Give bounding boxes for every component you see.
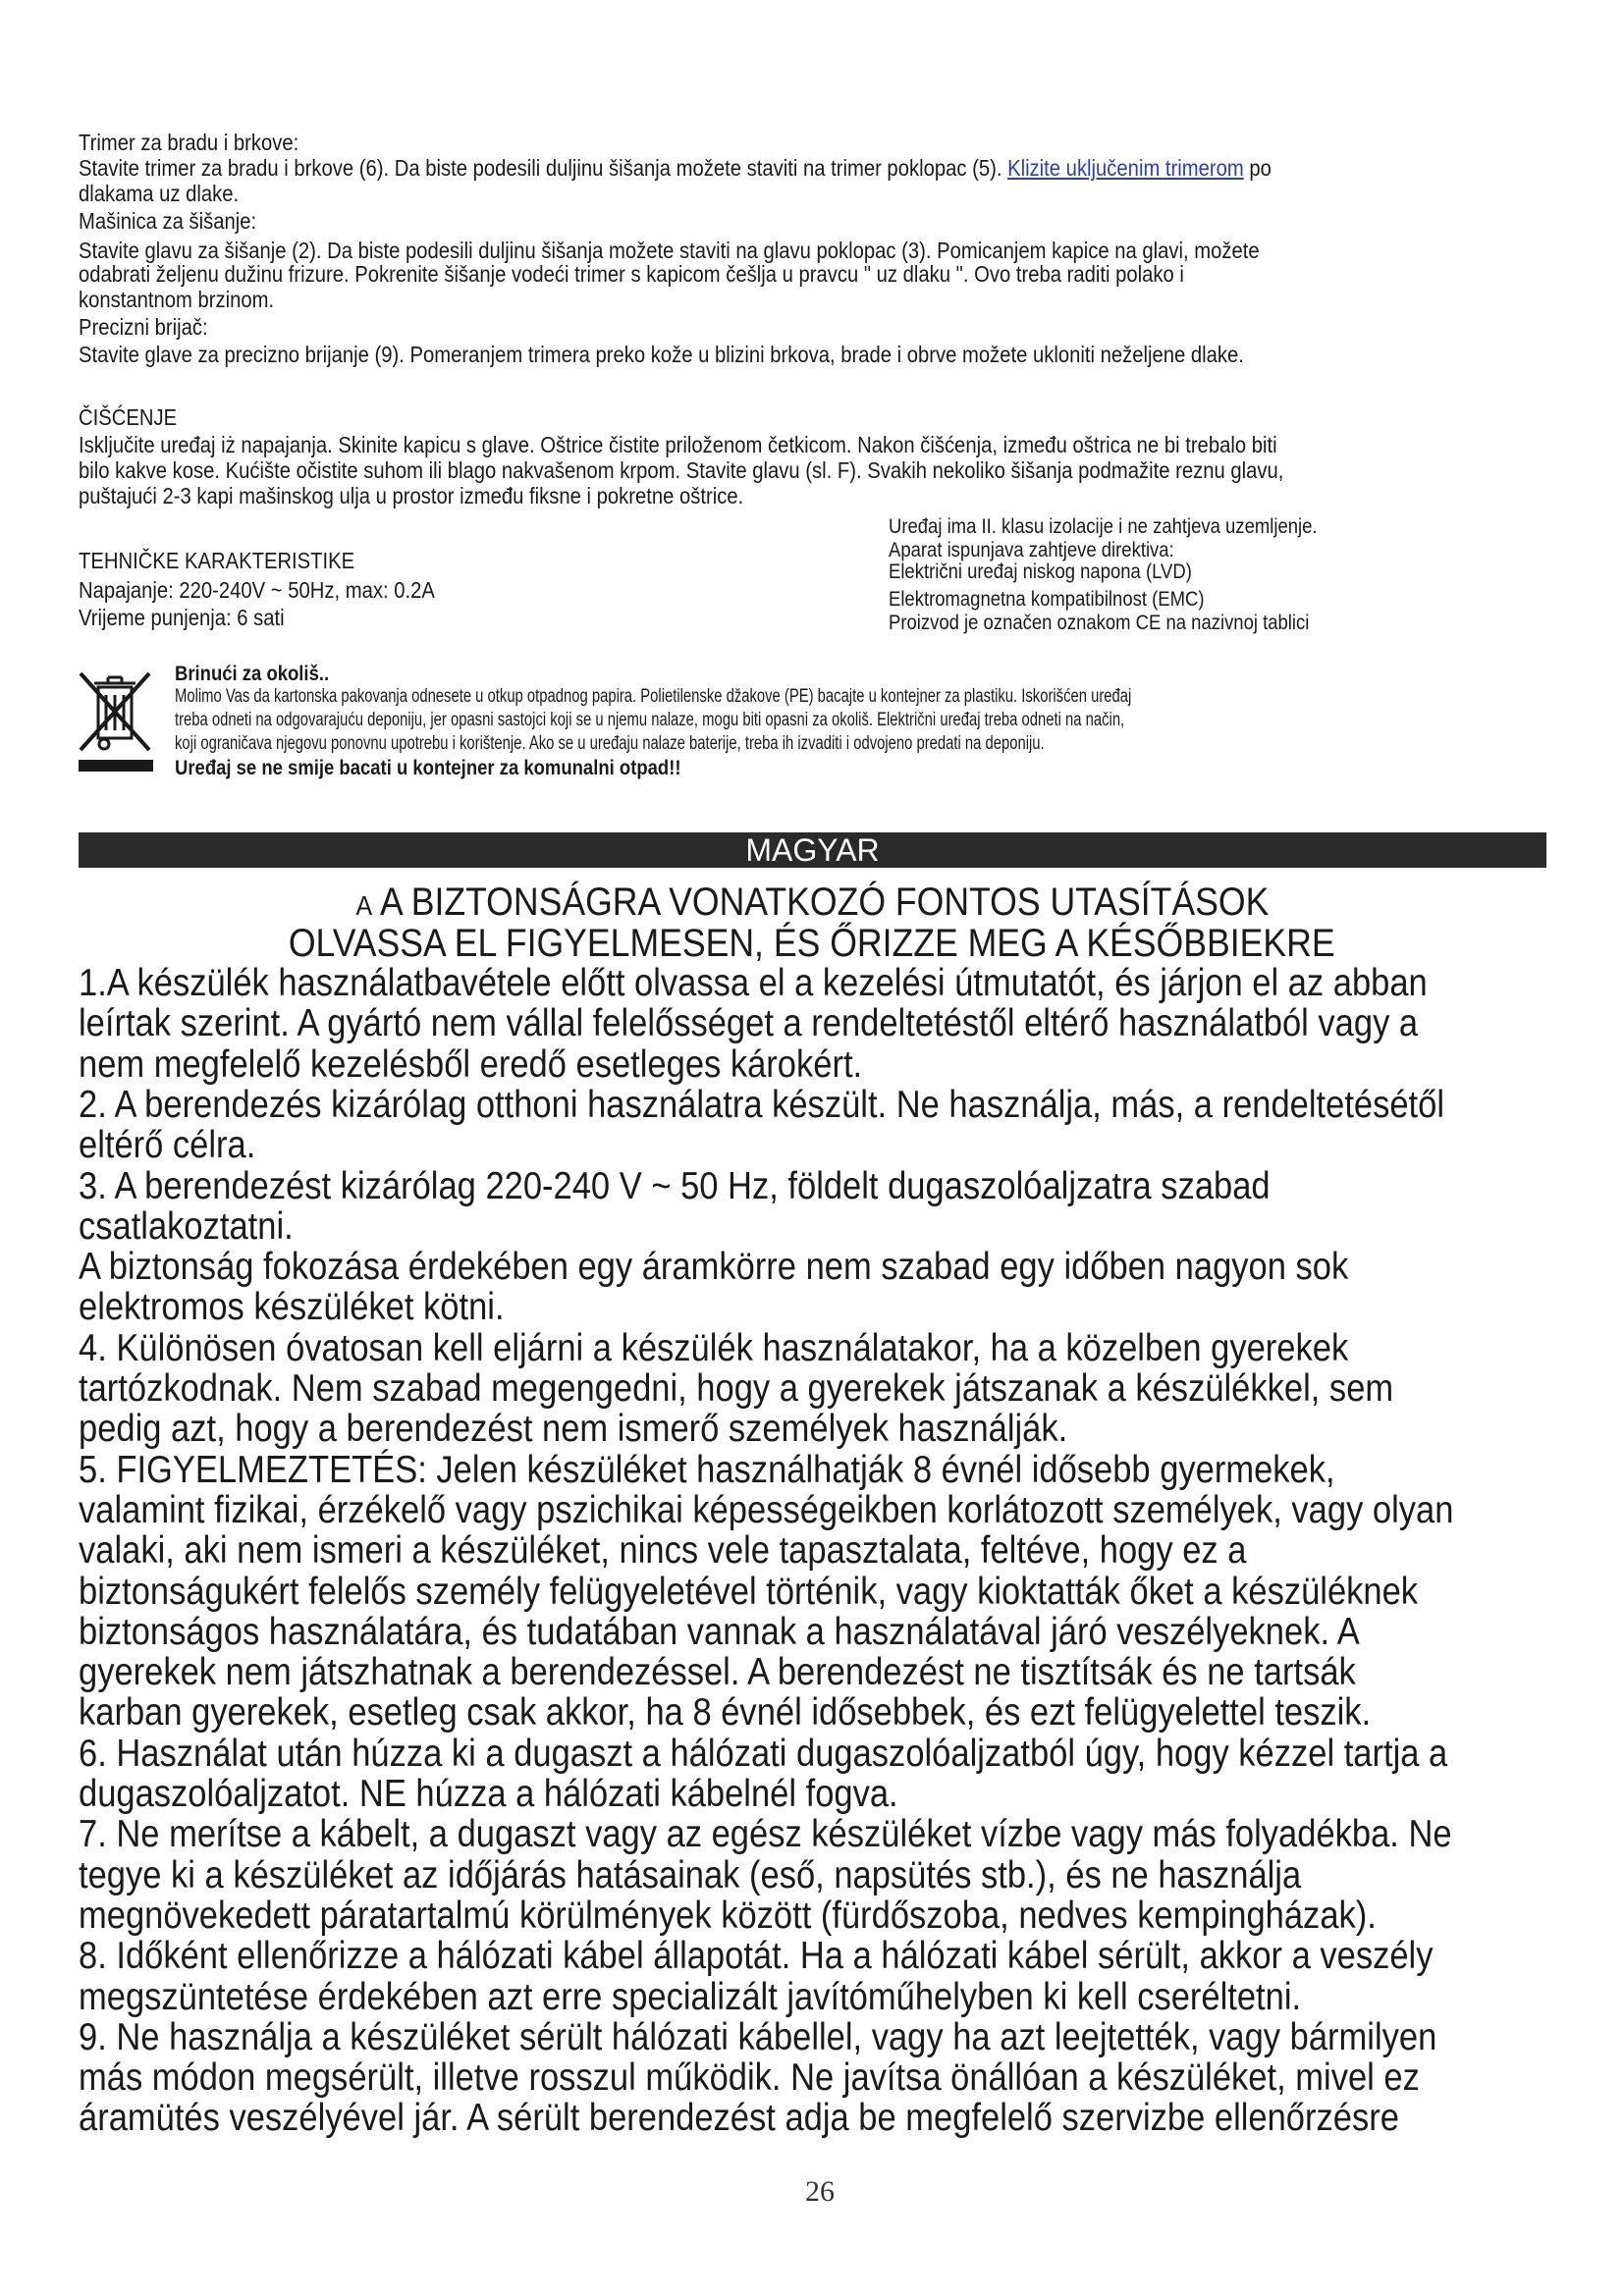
instruction-line: elektromos készüléket kötni. <box>79 1286 505 1328</box>
instruction-line: 5. FIGYELMEZTETÉS: Jelen készüléket használhatják 8 évnél idősebb gyermekek, <box>79 1449 1335 1491</box>
heading-line2-text: OLVASSA EL FIGYELMESEN, ÉS ŐRIZZE MEG A KÉSŐBBIEKRE <box>289 922 1335 965</box>
instruction-line: 8. Időként ellenőrizze a hálózati kábel állapotát. Ha a hálózati kábel sérült, akkor a veszély <box>79 1935 1434 1977</box>
instruction-line: 9. Ne használja a készüléket sérült hálózati kábellel, vagy ha azt leejtették, vagy bármilyen <box>79 2016 1437 2058</box>
instruction-line: biztonságukért felelős személy felügyeletével történik, vagy kioktatták őket a készüléknek <box>79 1571 1419 1613</box>
trimmer-text-post: po <box>1249 155 1272 181</box>
compliance-line1: Uređaj ima II. klasu izolacije i ne zahtjeva uzemljenje. <box>889 515 1318 538</box>
compliance-line2: Aparat ispunjava zahtjeve direktiva: <box>889 539 1174 561</box>
cleaning-text-line1: Isključite uređaj iż napajanja. Skinite kapicu s glave. Oštrice čistite priloženom četkicom. Nakon čišćenja, između oštrica ne bi trebalo biti <box>79 432 1277 457</box>
tech-heading: TEHNIČKE KARAKTERISTIKE <box>79 548 355 573</box>
instruction-line: más módon megsérült, illetve rosszul működik. Ne javítsa önállóan a készüléket, mivel ez <box>79 2056 1420 2099</box>
instruction-line: 1.A készülék használatbavétele előtt olvassa el a kezelési útmutatót, és járjon el az abban <box>79 962 1428 1004</box>
instruction-line: megszüntetése érdekében azt erre specializált javítóműhelyben ki kell cseréltetni. <box>79 1976 1302 2018</box>
safety-heading-line1 <box>0 881 1624 927</box>
instruction-line: eltérő célra. <box>79 1124 256 1166</box>
tech-power: Napajanje: 220-240V ~ 50Hz, max: 0.2A <box>79 577 435 603</box>
clipper-text-line2: odabrati željenu dužinu frizure. Pokrenite šišanje vodeći trimer s kapicom češlja u pravcu " uz dlaku ". Ovo treba raditi polako i <box>79 261 1184 287</box>
clipper-heading: Mašinica za šišanje: <box>79 208 257 234</box>
compliance-line5: Proizvod je označen oznakom CE na nazivnoj tablici <box>889 612 1310 634</box>
trimmer-link[interactable]: Klizite uključenim trimerom <box>1007 155 1244 181</box>
instruction-line: A biztonság fokozása érdekében egy áramkörre nem szabad egy időben nagyon sok <box>79 1246 1349 1288</box>
instruction-line: nem megfelelő kezelésből eredő esetleges károkért. <box>79 1043 863 1086</box>
trimmer-text-line2: dlakama uz dlake. <box>79 181 240 206</box>
shaver-text: Stavite glave za precizno brijanje (9). Pomeranjem trimera preko kože u blizini brkova, brade i obrve možete ukloniti neželjene dlake. <box>79 342 1244 367</box>
instruction-line: 4. Különösen óvatosan kell eljárni a készülék használatakor, ha a közelben gyerekek <box>79 1327 1349 1369</box>
environment-line3: koji ograničava njegovu ponovnu upotrebu i korištenje. Ako se u uređaju nalaze baterije, treba ih izvaditi i odvojeno predati na deponiju. <box>175 733 1045 754</box>
heading-prefix: A <box>355 890 372 921</box>
instruction-line: biztonságos használatára, és tudatában vannak a használatával járó veszélyeknek. A <box>79 1611 1360 1653</box>
crossed-out-bin-icon <box>75 669 157 775</box>
instruction-line: megnövekedett páratartalmú körülmények között (fürdőszoba, nedves kempingházak). <box>79 1895 1377 1937</box>
cleaning-text-line3: puštajući 2-3 kapi mašinskog ulja u prostor između fiksne i pokretne oštrice. <box>79 483 744 508</box>
heading-line1-text: A BIZTONSÁGRA VONATKOZÓ FONTOS UTASÍTÁSOK <box>371 881 1269 924</box>
environment-heading: Brinući za okoliš.. <box>175 663 330 685</box>
clipper-text-line3: konstantnom brzinom. <box>79 287 275 312</box>
environment-line2: treba odneti na odgovarajuću deponiju, jer opasni sastojci koji se u njemu nalaze, mogu biti opasni za okoliš. Električni uređaj treba odneti na način, <box>175 710 1125 730</box>
trimmer-text: Stavite trimer za bradu i brkove (6). Da biste podesili duljinu šišanja možete staviti na trimer poklopac (5). <box>79 155 1002 181</box>
instruction-line: karban gyerekek, esetleg csak akkor, ha 8 évnél idősebbek, és ezt felügyelettel teszik. <box>79 1691 1372 1734</box>
instruction-line: tegye ki a készüléket az időjárás hatásainak (eső, napsütés stb.), és ne használja <box>79 1854 1302 1896</box>
cleaning-text-line2: bilo kakve kose. Kućište očistite suhom ili blago nakvašenom krpom. Stavite glavu (sl. F). Svakih nekoliko šišanja podmažite reznu glavu, <box>79 457 1284 483</box>
cleaning-heading: ČIŠĆENJE <box>79 404 178 430</box>
instruction-line: csatlakoztatni. <box>79 1205 294 1248</box>
tech-charging: Vrijeme punjenja: 6 sati <box>79 605 285 630</box>
environment-warning: Uređaj se ne smije bacati u kontejner za komunalni otpad!! <box>175 757 681 779</box>
trimmer-text-line <box>79 157 1272 180</box>
instruction-line: 2. A berendezés kizárólag otthoni használatra készült. Ne használja, más, a rendeltetésétől <box>79 1084 1445 1126</box>
instruction-line: gyerekek nem játszhatnak a berendezéssel. A berendezést ne tisztítsák és ne tartsák <box>79 1651 1356 1693</box>
trimmer-heading: Trimer za bradu i brkove: <box>79 130 299 155</box>
instruction-line: pedig azt, hogy a berendezést nem ismerő személyek használják. <box>79 1408 1068 1450</box>
instruction-line: 6. Használat után húzza ki a dugaszt a hálózati dugaszolóaljzatból úgy, hogy kézzel tartja a <box>79 1733 1448 1775</box>
safety-heading-line2 <box>0 923 1624 964</box>
page-number: 26 <box>805 2175 835 2208</box>
instruction-line: tartózkodnak. Nem szabad megengedni, hogy a gyerekek játszanak a készülékkel, sem <box>79 1367 1394 1410</box>
instruction-line: dugaszolóaljzatot. NE húzza a hálózati kábelnél fogva. <box>79 1773 898 1815</box>
instruction-line: áramütés veszélyével jár. A sérült berendezést adja be megfelelő szervizbe ellenőrzésre <box>79 2097 1399 2139</box>
compliance-line4: Elektromagnetna kompatibilnost (EMC) <box>889 588 1205 611</box>
language-banner: MAGYAR <box>79 832 1546 868</box>
instruction-line: 7. Ne merítse a kábelt, a dugaszt vagy az egész készüléket vízbe vagy más folyadékba. Ne <box>79 1813 1452 1855</box>
shaver-heading: Precizni brijač: <box>79 314 208 340</box>
instruction-line: 3. A berendezést kizárólag 220-240 V ~ 50 Hz, földelt dugaszolóaljzatra szabad <box>79 1165 1271 1207</box>
instruction-line: valamint fizikai, érzékelő vagy pszichikai képességeikben korlátozott személyek, vagy olyan <box>79 1489 1454 1531</box>
instruction-line: valaki, aki nem ismeri a készüléket, nincs vele tapasztalata, feltéve, hogy ez a <box>79 1529 1247 1572</box>
compliance-line3: Električni uređaj niskog napona (LVD) <box>889 561 1192 583</box>
clipper-text-line1: Stavite glavu za šišanje (2). Da biste podesili duljinu šišanja možete staviti na glavu poklopac (3). Pomicanjem kapice na glavi, možete <box>79 238 1260 263</box>
environment-line1: Molimo Vas da kartonska pakovanja odnesete u otkup otpadnog papira. Polietilenske džakove (PE) bacajte u kontejner za plastiku. Iskorišćen uređaj <box>175 686 1132 707</box>
instruction-line: leírtak szerint. A gyártó nem vállal felelősséget a rendeltetéstől eltérő használatból vagy a <box>79 1002 1419 1044</box>
